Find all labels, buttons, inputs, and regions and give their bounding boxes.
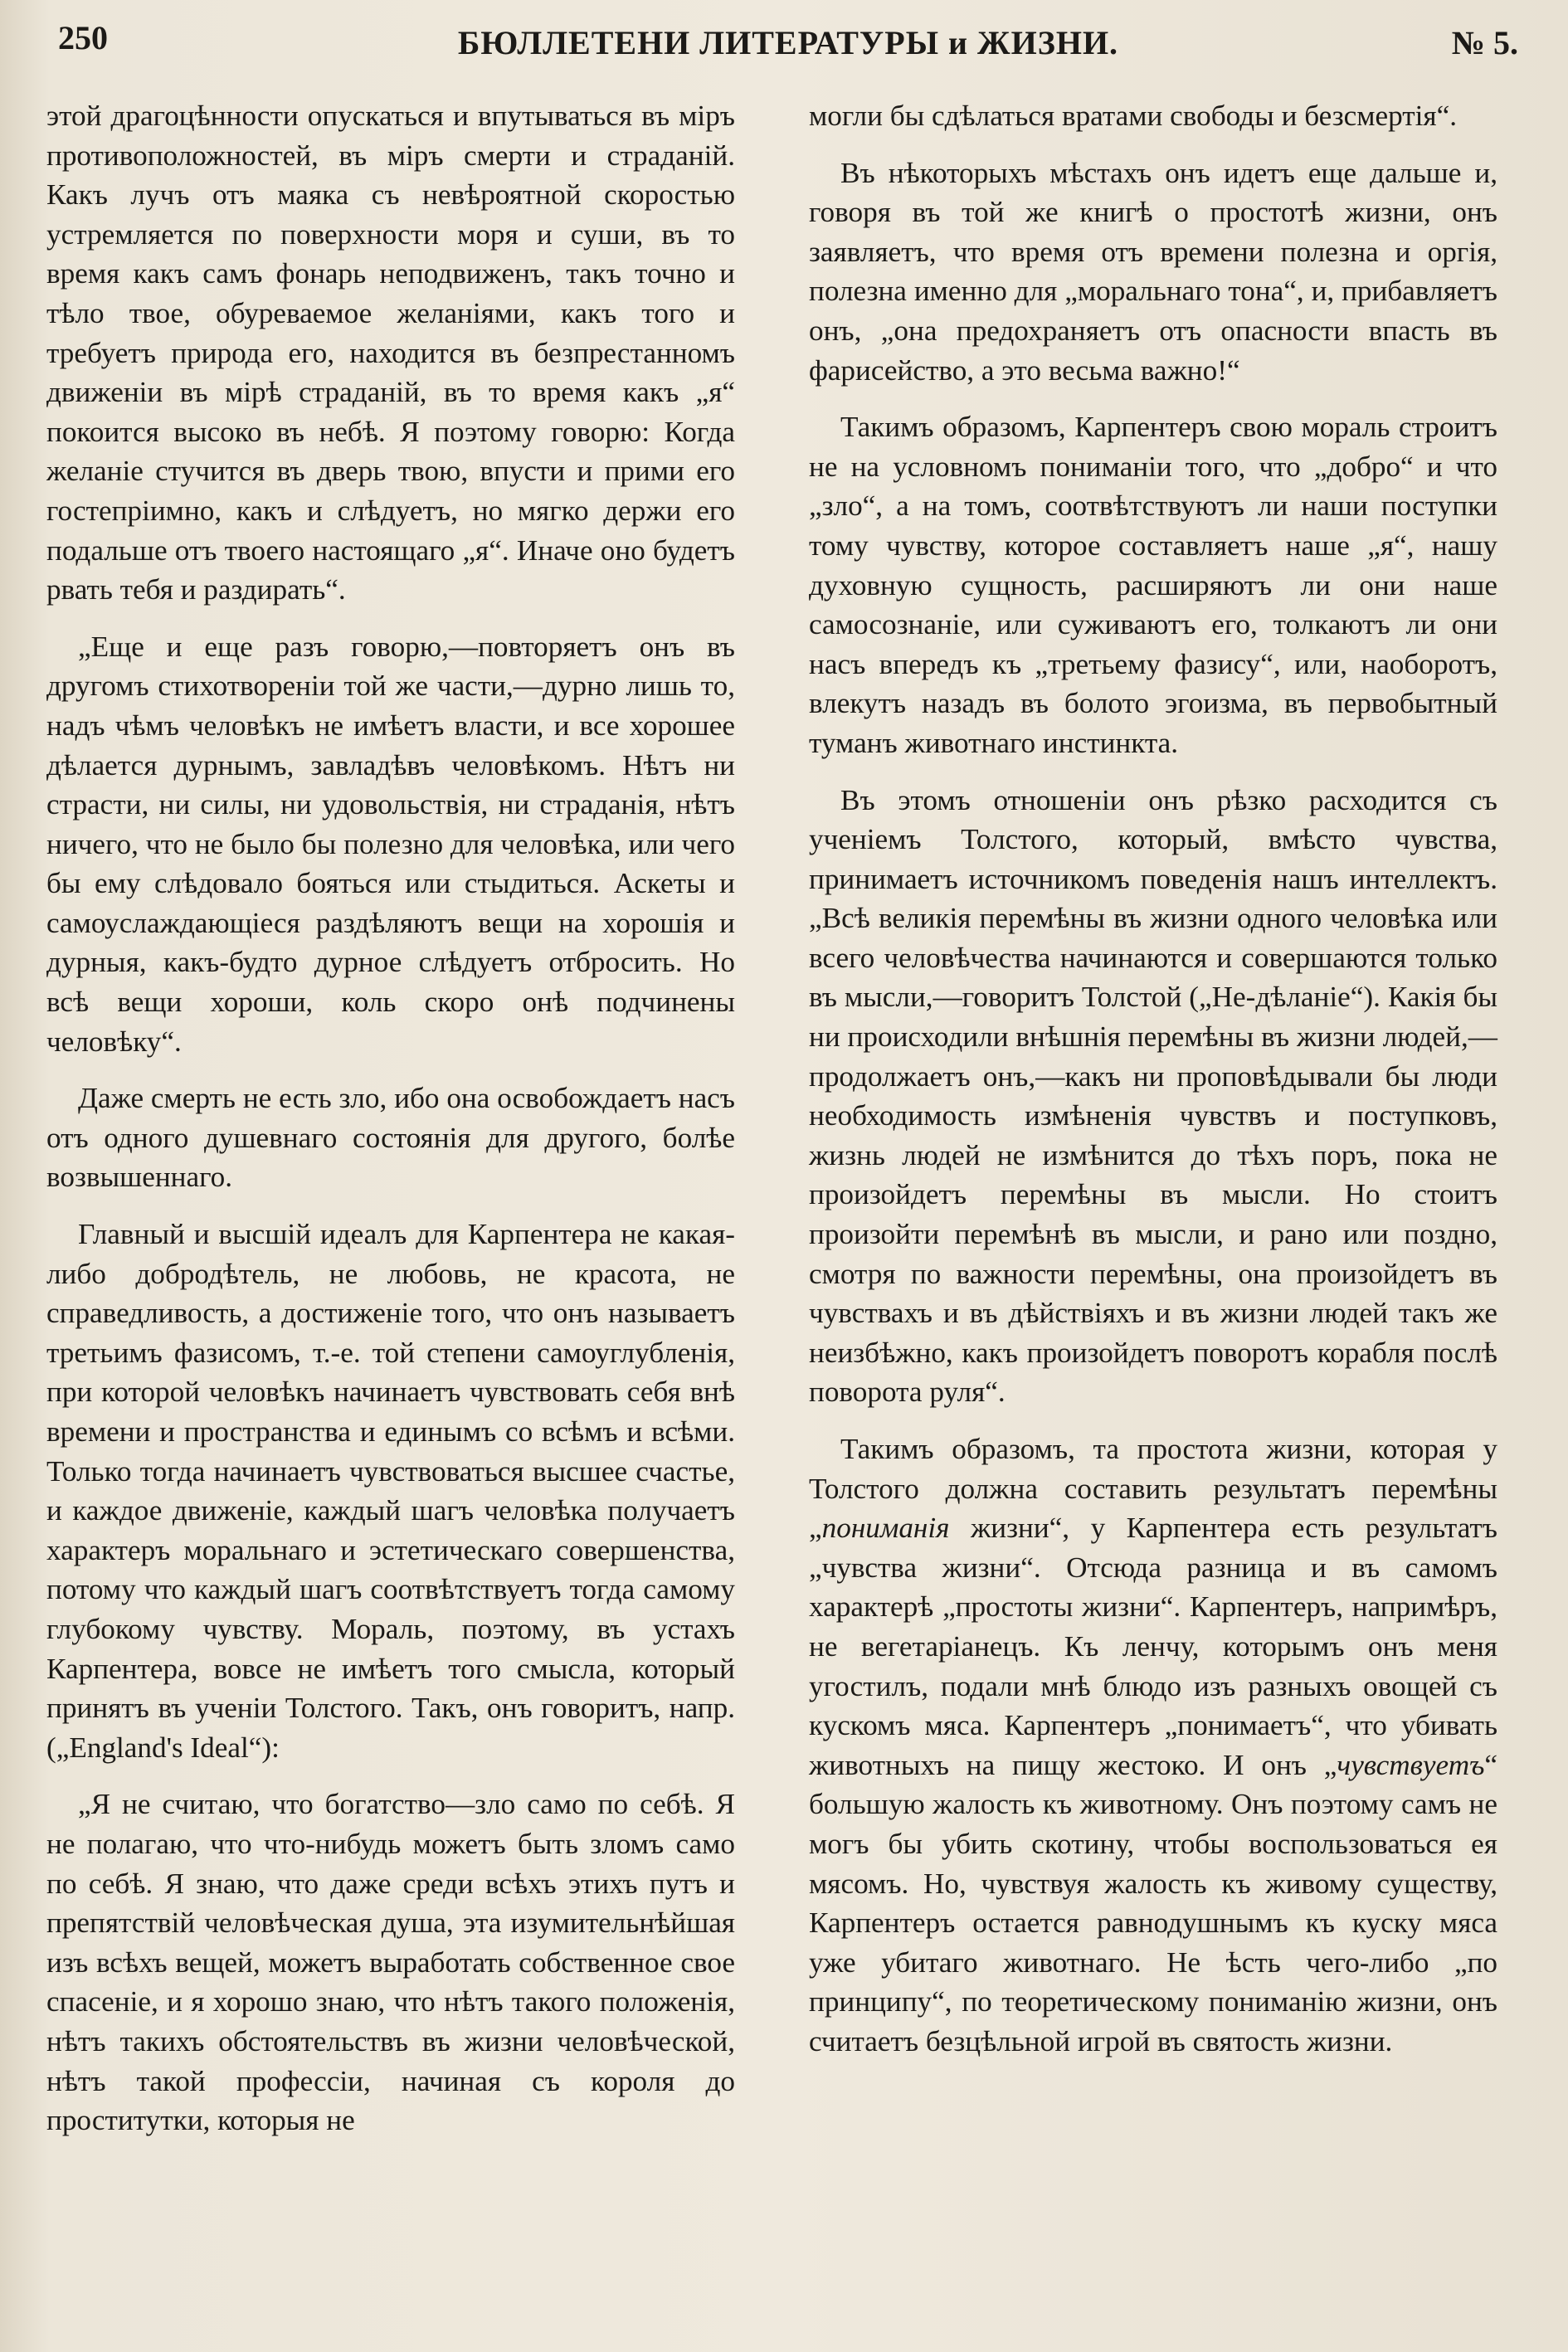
text-run: “ большую жалость къ животному. Онъ поэтому самъ не могъ бы убить скотину, чтобы воспользоваться ея мясомъ. Но, чувствуя жалость къ живому существу, Карпентеръ остается равнодушнымъ къ куску мяса уже убитаго животнаго. Не ѣсть чего-либо „по принципу“, по теоретическому пониманію жизни, онъ считаетъ безцѣльной игрой въ святость жизни. [809,1748,1497,2057]
left-column [46,96,735,2158]
running-title: БЮЛЛЕТЕНИ ЛИТЕРАТУРЫ и ЖИЗНИ. [457,24,1119,61]
paragraph: Такимъ образомъ, Карпентеръ свою мораль строитъ не на условномъ пониманіи того, что „добро“ и что „зло“, а на томъ, соотвѣтствуютъ ли наши поступки тому чувству, которое составляетъ наше „я“, нашу духовную сущность, расширяютъ ли они наше самосознаніе, или суживаютъ его, толкаютъ ли они насъ впередъ къ „третьему фазису“, или, наоборотъ, влекутъ назадъ въ болото эгоизма, въ первобытный туманъ животнаго инстинкта. [809,411,1497,759]
italic-text: чувствуетъ [1337,1748,1485,1781]
paragraph: этой драгоцѣнности опускаться и впутываться въ міръ противоположностей, въ міръ смерти и страданій. Какъ лучъ отъ маяка съ невѣроятной скоростью устремляется по поверхности моря и суши, въ то время какъ самъ фонарь неподвиженъ, такъ точно и тѣло твое, обуреваемое желаніями, какъ того и требуетъ природа его, находится въ безпрестанномъ движеніи въ мірѣ страданій, въ то время какъ „я“ покоится высоко въ небѣ. Я поэтому говорю: Когда желаніе стучится въ дверь твою, впусти и прими его гостепріимно, какъ и слѣдуетъ, но мягко держи его подальше отъ твоего настоящаго „я“. Иначе оно будетъ рвать тебя и раздирать“. [46,100,735,606]
italic-text: пониманія [821,1512,950,1545]
paragraph: „Я не считаю, что богатство—зло само по себѣ. Я не полагаю, что что-нибудь можетъ быть зломъ само по себѣ. Я знаю, что даже среди всѣхъ этихъ путъ и препятствій человѣческая душа, эта изумительнѣйшая изъ всѣхъ вещей, можетъ выработать собственное свое спасеніе, и я хорошо знаю, что нѣтъ такого положенія, нѣтъ такихъ обстоятельствъ въ жизни человѣческой, нѣтъ такой профессіи, начиная съ короля до проститутки, которыя не [46,1788,735,2137]
page-header [58,18,1518,68]
issue-number: № 5. [1451,24,1518,61]
right-column [809,96,1497,2079]
text-run: жизни“, у Карпентера есть результатъ „чувства жизни“. Отсюда разница и въ самомъ характерѣ „простоты жизни“. Карпентеръ, напримѣръ, не вегетаріанецъ. Къ ленчу, которымъ онъ меня угостилъ, подали мнѣ блюдо изъ разныхъ овощей съ кускомъ мяса. Карпентеръ „понимаетъ“, что убивать животныхъ на пищу жестоко. И онъ „ [809,1512,1497,1781]
paragraph: Въ нѣкоторыхъ мѣстахъ онъ идетъ еще дальше и, говоря въ той же книгѣ о простотѣ жизни, онъ заявляетъ, что время отъ времени полезна и оргія, полезна именно для „моральнаго тона“, и, прибавляетъ онъ, „она предохраняетъ отъ опасности впасть въ фарисейство, а это весьма важно!“ [809,156,1497,387]
text-run: Такимъ образомъ, та простота жизни, которая у Толстого должна составить результатъ перемѣны „ [809,1433,1497,1545]
page-number: 250 [58,19,108,56]
paragraph: Въ этомъ отношеніи онъ рѣзко расходится съ ученіемъ Толстого, который, вмѣсто чувства, принимаетъ источникомъ поведенія нашъ интеллектъ. „Всѣ великія перемѣны въ жизни одного человѣка или всего человѣчества начинаются и совершаются только въ мысли,—говоритъ Толстой („Не-дѣланіе“). Какія бы ни происходили внѣшнія перемѣны въ жизни людей,—продолжаетъ онъ,—какъ ни проповѣдывали бы люди необходимость измѣненія чувствъ и поступковъ, жизнь людей не измѣнится до тѣхъ поръ, пока не произойдетъ перемѣны въ мысли. Но стоитъ произойти перемѣнѣ въ мысли, и рано или поздно, смотря по важности перемѣны, она произойдетъ въ чувствахъ и въ дѣйствіяхъ и въ жизни людей такъ же неизбѣжно, какъ произойдетъ поворотъ корабля послѣ поворота руля“. [809,783,1497,1409]
paragraph: могли бы сдѣлаться вратами свободы и безсмертія“. [809,100,1457,132]
paragraph: Даже смерть не есть зло, ибо она освобождаетъ насъ отъ одного душевнаго состоянія для другого, болѣе возвышеннаго. [46,1082,735,1194]
paragraph: „Еще и еще разъ говорю,—повторяетъ онъ въ другомъ стихотвореніи той же части,—дурно лишь то, надъ чѣмъ человѣкъ не имѣетъ власти, и все хорошее дѣлается дурнымъ, завладѣвъ человѣкомъ. Нѣтъ ни страсти, ни силы, ни удовольствія, ни страданія, нѣтъ ничего, что не было бы полезно для человѣка, или чего бы ему слѣдовало бояться или стыдиться. Аскеты и самоуслаждающіеся раздѣляютъ вещи на хорошія и дурныя, какъ-будто дурное слѣдуетъ отбросить. Но всѣ вещи хороши, коль скоро онѣ подчинены человѣку“. [46,630,735,1058]
paragraph: Главный и высшій идеалъ для Карпентера не какая-либо добродѣтель, не любовь, не красота, не справедливость, а достиженіе того, что онъ называетъ третьимъ фазисомъ, т.-е. той степени самоуглубленія, при которой человѣкъ начинаетъ чувствовать себя внѣ времени и пространства и единымъ со всѣмъ и всѣми. Только тогда начинаетъ чувствоваться высшее счастье, и каждое движеніе, каждый шагъ человѣка получаетъ характеръ моральнаго и эстетическаго совершенства, потому что каждый шагъ соотвѣтствуетъ тогда самому глубокому чувству. Мораль, поэтому, въ устахъ Карпентера, вовсе не имѣетъ того смысла, который принятъ въ ученіи Толстого. Такъ, онъ говоритъ, напр. („England's Ideal“): [46,1218,735,1764]
paragraph [809,1429,1497,2062]
